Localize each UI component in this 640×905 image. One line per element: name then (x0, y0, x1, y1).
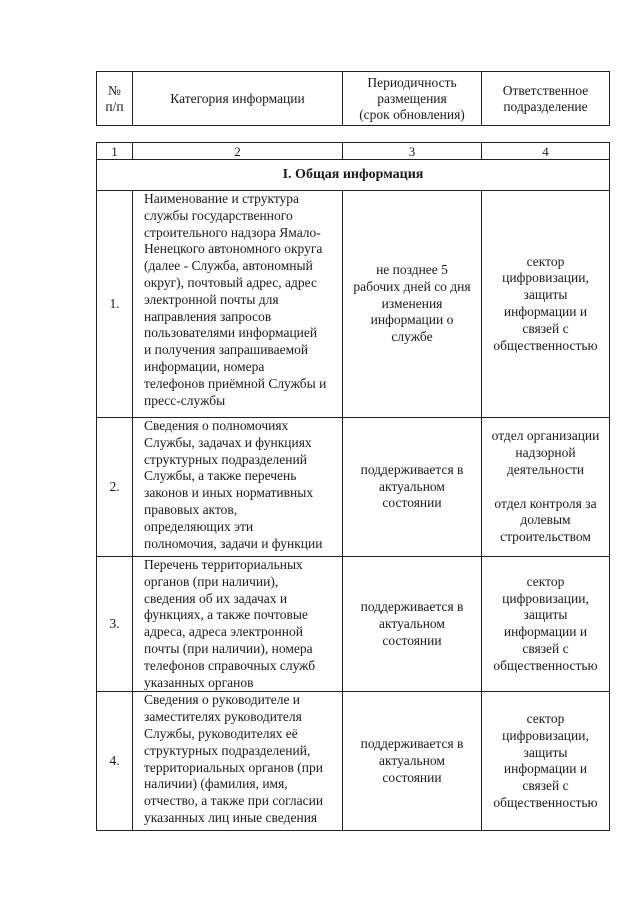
dept-line: общественностью (493, 794, 598, 810)
table-row (97, 191, 610, 418)
column-number-row (97, 143, 610, 160)
category-line: территориальных органов (при (144, 759, 323, 775)
dept-line: деятельности (506, 461, 585, 477)
dept-line: отдел контроля за (494, 495, 597, 511)
header-category (133, 72, 343, 126)
period-line: состоянии (382, 632, 442, 648)
dept-line: защиты (523, 607, 568, 623)
period-line: не позднее 5 (376, 262, 448, 277)
row-dept (482, 557, 610, 692)
dept-line: защиты (523, 744, 568, 760)
row-category (133, 692, 343, 831)
header-row (97, 72, 610, 126)
category-line: функциях, а также почтовые (144, 607, 308, 623)
period-line: актуальном (379, 478, 445, 494)
header-num (97, 72, 133, 126)
column-number: 4 (482, 143, 610, 160)
period-line: изменения (381, 295, 443, 311)
category-line: направления запросов (144, 308, 272, 324)
period-line: состоянии (382, 769, 442, 785)
category-line: Ненецкого автономного округа (144, 241, 323, 257)
row-dept (482, 418, 610, 557)
dept-line: информации и (503, 304, 588, 319)
header-table (96, 71, 610, 126)
period-line: рабочих дней со дня (353, 278, 471, 294)
period-line: службе (391, 329, 433, 345)
category-line: Перечень территориальных (144, 557, 303, 572)
row-category (133, 418, 343, 557)
category-line: электронной почты для (144, 291, 279, 307)
table-row (97, 418, 610, 557)
dept-line: строительством (500, 529, 591, 545)
category-line: указанных лиц иные сведения (144, 809, 318, 825)
category-line: телефонов справочных служб (144, 657, 316, 673)
category-line: заместителях руководителя (144, 709, 302, 725)
dept-line: информации и (503, 624, 588, 640)
dept-line: защиты (523, 287, 568, 303)
category-line: округ), почтовый адрес, адрес (144, 274, 317, 290)
period-line: актуальном (379, 752, 445, 768)
header-num-line: п/п (105, 98, 124, 114)
category-line: структурных подразделений, (144, 742, 311, 758)
category-line: Службы, а также перечень (144, 468, 297, 484)
category-line: полномочия, задачи и функции (144, 535, 323, 551)
category-line: отчество, а также при согласии (144, 793, 324, 809)
category-line: строительного надзора Ямало- (144, 224, 321, 240)
category-line: службы государственного (144, 207, 293, 223)
category-line: Службы, руководителях её (144, 725, 298, 741)
row-dept (482, 692, 610, 831)
category-line: информации, номера (144, 358, 265, 374)
dept-line: цифровизации, (502, 590, 589, 606)
category-line: Сведения о руководителе и (144, 692, 301, 708)
row-number: 2. (97, 418, 133, 557)
header-dept-line: Ответственное (502, 82, 589, 98)
period-line: поддерживается в (360, 736, 464, 752)
category-line: структурных подразделений (144, 451, 307, 467)
dept-line: сектор (526, 253, 565, 269)
section-row (97, 160, 610, 191)
header-period-line: (срок обновления) (359, 106, 465, 122)
category-line: пресс-службы (144, 392, 226, 408)
category-line: телефонов приёмной Службы и (144, 375, 327, 391)
dept-line: долевым (520, 512, 571, 528)
dept-line: связей с (522, 320, 569, 336)
dept-line: информации и (503, 761, 588, 777)
category-line: правовых актов, (144, 501, 238, 517)
category-line: законов и иных нормативных (144, 485, 314, 501)
category-line: и получения запрашиваемой (144, 342, 309, 358)
header-period (343, 72, 482, 126)
row-period (343, 191, 482, 418)
row-number: 1. (97, 191, 133, 418)
dept-line: общественностью (493, 337, 598, 353)
dept-line: общественностью (493, 657, 598, 673)
dept-line: сектор (526, 710, 565, 726)
column-number: 3 (343, 143, 482, 160)
category-line: Наименование и структура (144, 191, 300, 206)
header-num-line: № (108, 82, 121, 98)
row-period (343, 557, 482, 692)
row-period (343, 692, 482, 831)
category-line: пользователями информацией (144, 325, 318, 341)
category-line: Сведения о полномочиях (144, 418, 289, 433)
dept-spacer (484, 479, 607, 496)
dept-line: отдел организации (491, 428, 600, 444)
category-line: Службы, задачах и функциях (144, 434, 312, 450)
header-category-label: Категория информации (170, 90, 305, 106)
category-line: сведения об их задачах и (144, 590, 288, 606)
column-number: 1 (97, 143, 133, 160)
dept-line: сектор (526, 573, 565, 589)
period-line: поддерживается в (360, 598, 464, 614)
period-line: информации о (370, 312, 454, 328)
section-title: I. Общая информация (97, 160, 610, 191)
dept-line: цифровизации, (502, 727, 589, 743)
row-category (133, 557, 343, 692)
category-line: определяющих эти (144, 518, 254, 534)
row-period (343, 418, 482, 557)
category-line: органов (при наличии), (144, 573, 279, 589)
dept-line: связей с (522, 778, 569, 794)
column-number: 2 (133, 143, 343, 160)
header-period-line: размещения (377, 90, 447, 106)
category-line: наличии) (фамилия, имя, (144, 776, 288, 792)
header-period-line: Периодичность (367, 74, 457, 90)
category-line: адреса, адреса электронной (144, 624, 303, 640)
period-line: состоянии (382, 495, 442, 511)
header-dept-line: подразделение (503, 98, 588, 114)
category-line: указанных органов (144, 674, 254, 690)
category-line: (далее - Служба, автономный (144, 258, 313, 274)
row-category (133, 191, 343, 418)
header-dept (482, 72, 610, 126)
category-line: почты (при наличии), номера (144, 640, 313, 656)
row-number: 3. (97, 557, 133, 692)
table-row (97, 557, 610, 692)
period-line: актуальном (379, 615, 445, 631)
row-dept (482, 191, 610, 418)
row-number: 4. (97, 692, 133, 831)
info-table (96, 142, 610, 831)
dept-line: связей с (522, 640, 569, 656)
dept-line: цифровизации, (502, 270, 589, 286)
table-row (97, 692, 610, 831)
dept-line: надзорной (515, 444, 576, 460)
period-line: поддерживается в (360, 461, 464, 477)
